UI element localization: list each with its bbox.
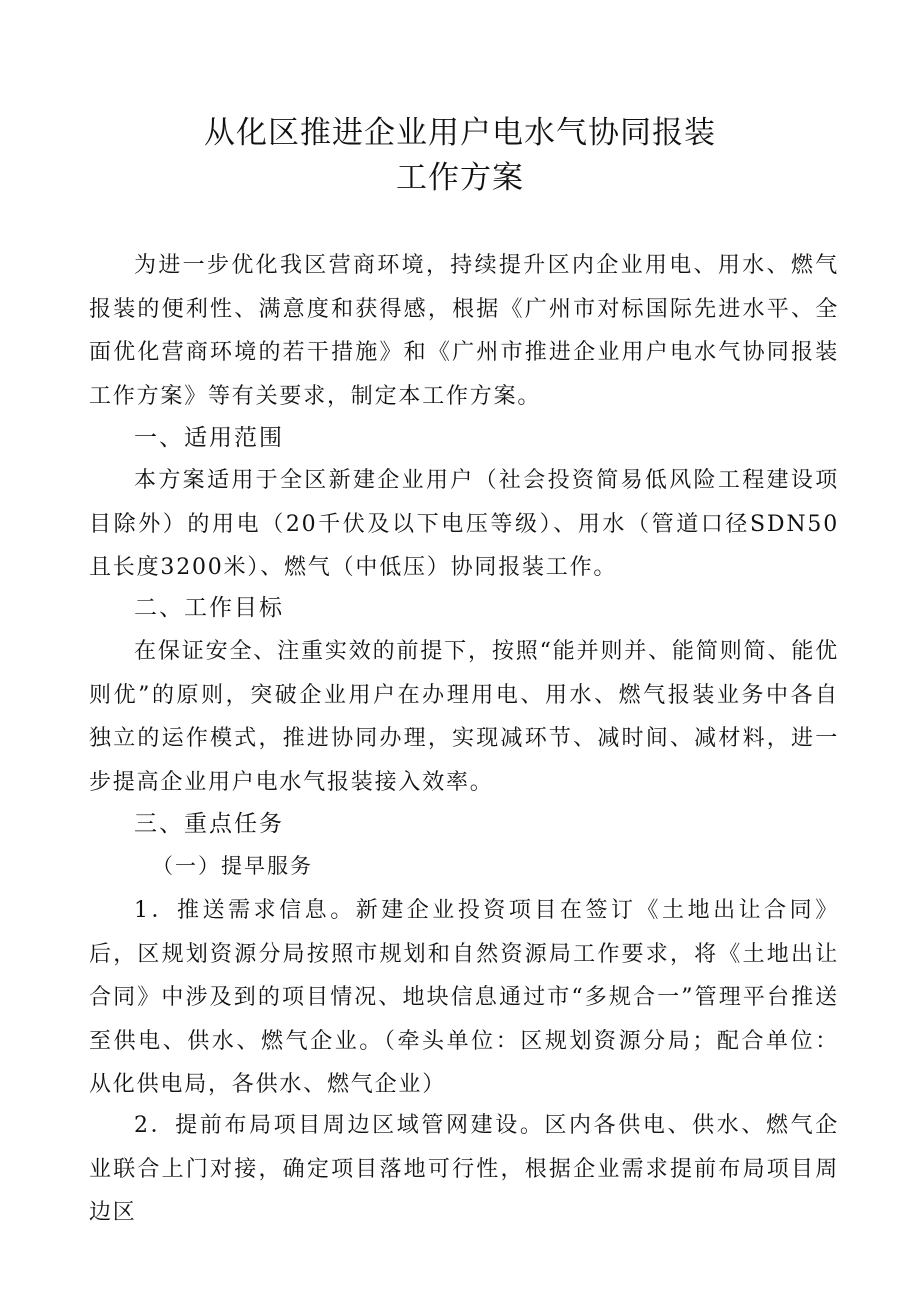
document-title-line-2: 工作方案 [396,160,524,196]
task-item-2: 2．提前布局项目周边区域管网建设。区内各供电、供水、燃气企业联合上门对接，确定项目落地可行性，根据企业需求提前布局项目周边区 [89,1113,839,1225]
section-heading-scope: 一、适用范围 [134,425,284,451]
document-title-line-1: 从化区推进企业用户电水气协同报装 [204,115,716,151]
intro-paragraph: 为进一步优化我区营商环境，持续提升区内企业用电、用水、燃气报装的便利性、满意度和获得感，根据《广州市对标国际先进水平、全面优化营商环境的若干措施》和《广州市推进企业用户电水气协同报装工作方案》等有关要求，制定本工作方案。 [89,253,839,409]
section-heading-key-tasks: 三、重点任务 [134,811,284,837]
subsection-heading-early-service: （一）提早服务 [152,854,313,878]
task-item-1: 1．推送需求信息。新建企业投资项目在签订《土地出让合同》后，区规划资源分局按照市规划和自然资源局工作要求，将《土地出让合同》中涉及到的项目情况、地块信息通过市“多规合一”管理平台推送至供电、供水、燃气企业。（牵头单位：区规划资源分局；配合单位：从化供电局，各供水、燃气企业） [89,898,839,1097]
section-heading-goals: 二、工作目标 [134,595,284,621]
scope-paragraph: 本方案适用于全区新建企业用户（社会投资简易低风险工程建设项目除外）的用电（20千伏及以下电压等级）、用水（管道口径SDN50且长度3200米）、燃气（中低压）协同报装工作。 [89,468,839,580]
goals-paragraph: 在保证安全、注重实效的前提下，按照“能并则并、能简则简、能优则优”的原则，突破企业用户在办理用电、用水、燃气报装业务中各自独立的运作模式，推进协同办理，实现减环节、减时间、减材料，进一步提高企业用户电水气报装接入效率。 [89,639,839,795]
